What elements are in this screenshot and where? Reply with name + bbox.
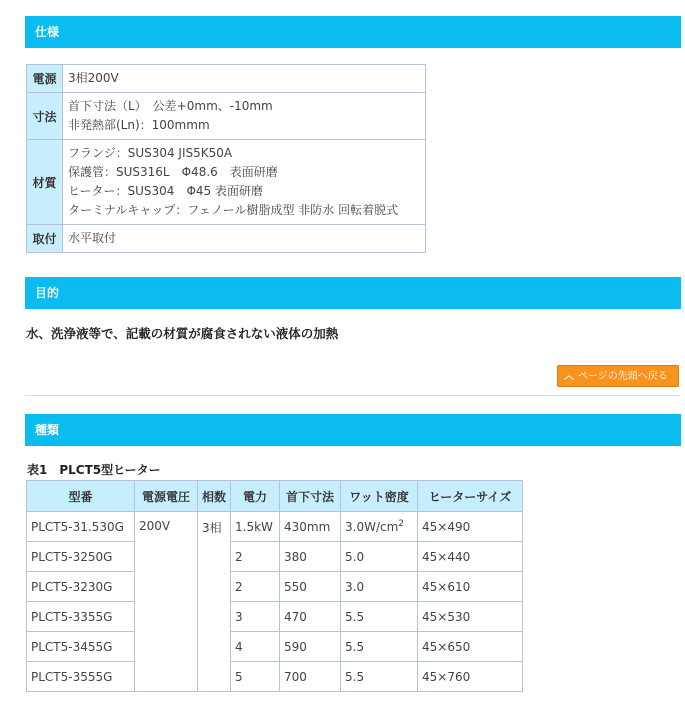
cell-size: 45×650	[418, 632, 523, 662]
spec-value	[63, 140, 426, 225]
table-caption: 表1 PLCT5型ヒーター	[27, 463, 161, 477]
cell-size: 45×490	[418, 512, 523, 542]
table-row	[27, 632, 523, 662]
col-header-power: 電力	[231, 481, 280, 512]
spec-label: 寸法	[27, 93, 63, 140]
cell-model: PLCT5-31.530G	[27, 512, 135, 542]
table-row	[27, 662, 523, 692]
spec-value	[63, 65, 426, 93]
cell-length: 700	[280, 662, 341, 692]
cell-model: PLCT5-3250G	[27, 542, 135, 572]
cell-power: 4	[231, 632, 280, 662]
cell-model: PLCT5-3230G	[27, 572, 135, 602]
types-section-header: 種類	[25, 414, 681, 446]
spec-label: 電源	[27, 65, 63, 93]
cell-power: 3	[231, 602, 280, 632]
table-row	[27, 602, 523, 632]
density-value: 3.0W/cm	[345, 520, 399, 534]
purpose-section-header: 目的	[25, 277, 681, 309]
cell-model: PLCT5-3555G	[27, 662, 135, 692]
heater-types-table	[26, 480, 523, 692]
cell-length: 430mm	[280, 512, 341, 542]
cell-density: 3.0	[341, 572, 418, 602]
cell-size: 45×610	[418, 572, 523, 602]
col-header-size: ヒーターサイズ	[418, 481, 523, 512]
spec-value	[63, 93, 426, 140]
chevron-up-icon: ︿	[564, 371, 574, 382]
col-header-model: 型番	[27, 481, 135, 512]
spec-row-dimensions	[27, 93, 426, 140]
cell-model: PLCT5-3455G	[27, 632, 135, 662]
table-row	[27, 572, 523, 602]
spec-line: ヒーター：SUS304 Φ45 表面研磨	[68, 184, 263, 198]
cell-density: 5.5	[341, 662, 418, 692]
spec-line: ターミナルキャップ：フェノール樹脂成型 非防水 回転着脱式	[68, 203, 399, 217]
col-header-phase: 相数	[198, 481, 231, 512]
purpose-text: 水、洗浄液等で、記載の材質が腐食されない液体の加熱	[26, 326, 339, 341]
cell-length: 590	[280, 632, 341, 662]
back-to-top-label: ページの先頭へ戻る	[578, 371, 668, 382]
back-to-top-button[interactable]	[557, 365, 679, 387]
spec-row-power	[27, 65, 426, 93]
spec-table	[26, 64, 426, 253]
cell-power: 1.5kW	[231, 512, 280, 542]
cell-density	[341, 512, 418, 542]
cell-density: 5.5	[341, 632, 418, 662]
cell-size: 45×440	[418, 542, 523, 572]
col-header-length: 首下寸法	[280, 481, 341, 512]
table-row	[27, 512, 523, 542]
cell-length: 470	[280, 602, 341, 632]
spec-line: 3相200V	[68, 71, 119, 85]
divider	[25, 395, 681, 396]
spec-label: 取付	[27, 225, 63, 253]
spec-line: 非発熱部(Ln)：100mmm	[68, 118, 210, 132]
cell-length: 380	[280, 542, 341, 572]
cell-power: 2	[231, 572, 280, 602]
spec-row-mounting	[27, 225, 426, 253]
table-row	[27, 542, 523, 572]
cell-voltage: 200V	[135, 512, 198, 692]
spec-line: フランジ：SUS304 JIS5K50A	[68, 146, 233, 160]
spec-value	[63, 225, 426, 253]
cell-size: 45×530	[418, 602, 523, 632]
cell-model: PLCT5-3355G	[27, 602, 135, 632]
spec-line: 保護管：SUS316L Φ48.6 表面研磨	[68, 165, 278, 179]
col-header-density: ワット密度	[341, 481, 418, 512]
col-header-voltage: 電源電圧	[135, 481, 198, 512]
spec-label: 材質	[27, 140, 63, 225]
cell-power: 5	[231, 662, 280, 692]
density-exponent: 2	[398, 519, 405, 529]
cell-density: 5.0	[341, 542, 418, 572]
spec-section-header: 仕様	[25, 16, 681, 48]
cell-phase: 3相	[198, 512, 231, 692]
spec-line: 首下寸法（L） 公差+0mm、-10mm	[68, 99, 273, 113]
spec-line: 水平取付	[68, 231, 117, 245]
table-header-row	[27, 481, 523, 512]
cell-length: 550	[280, 572, 341, 602]
cell-size: 45×760	[418, 662, 523, 692]
spec-row-material	[27, 140, 426, 225]
cell-power: 2	[231, 542, 280, 572]
cell-density: 5.5	[341, 602, 418, 632]
